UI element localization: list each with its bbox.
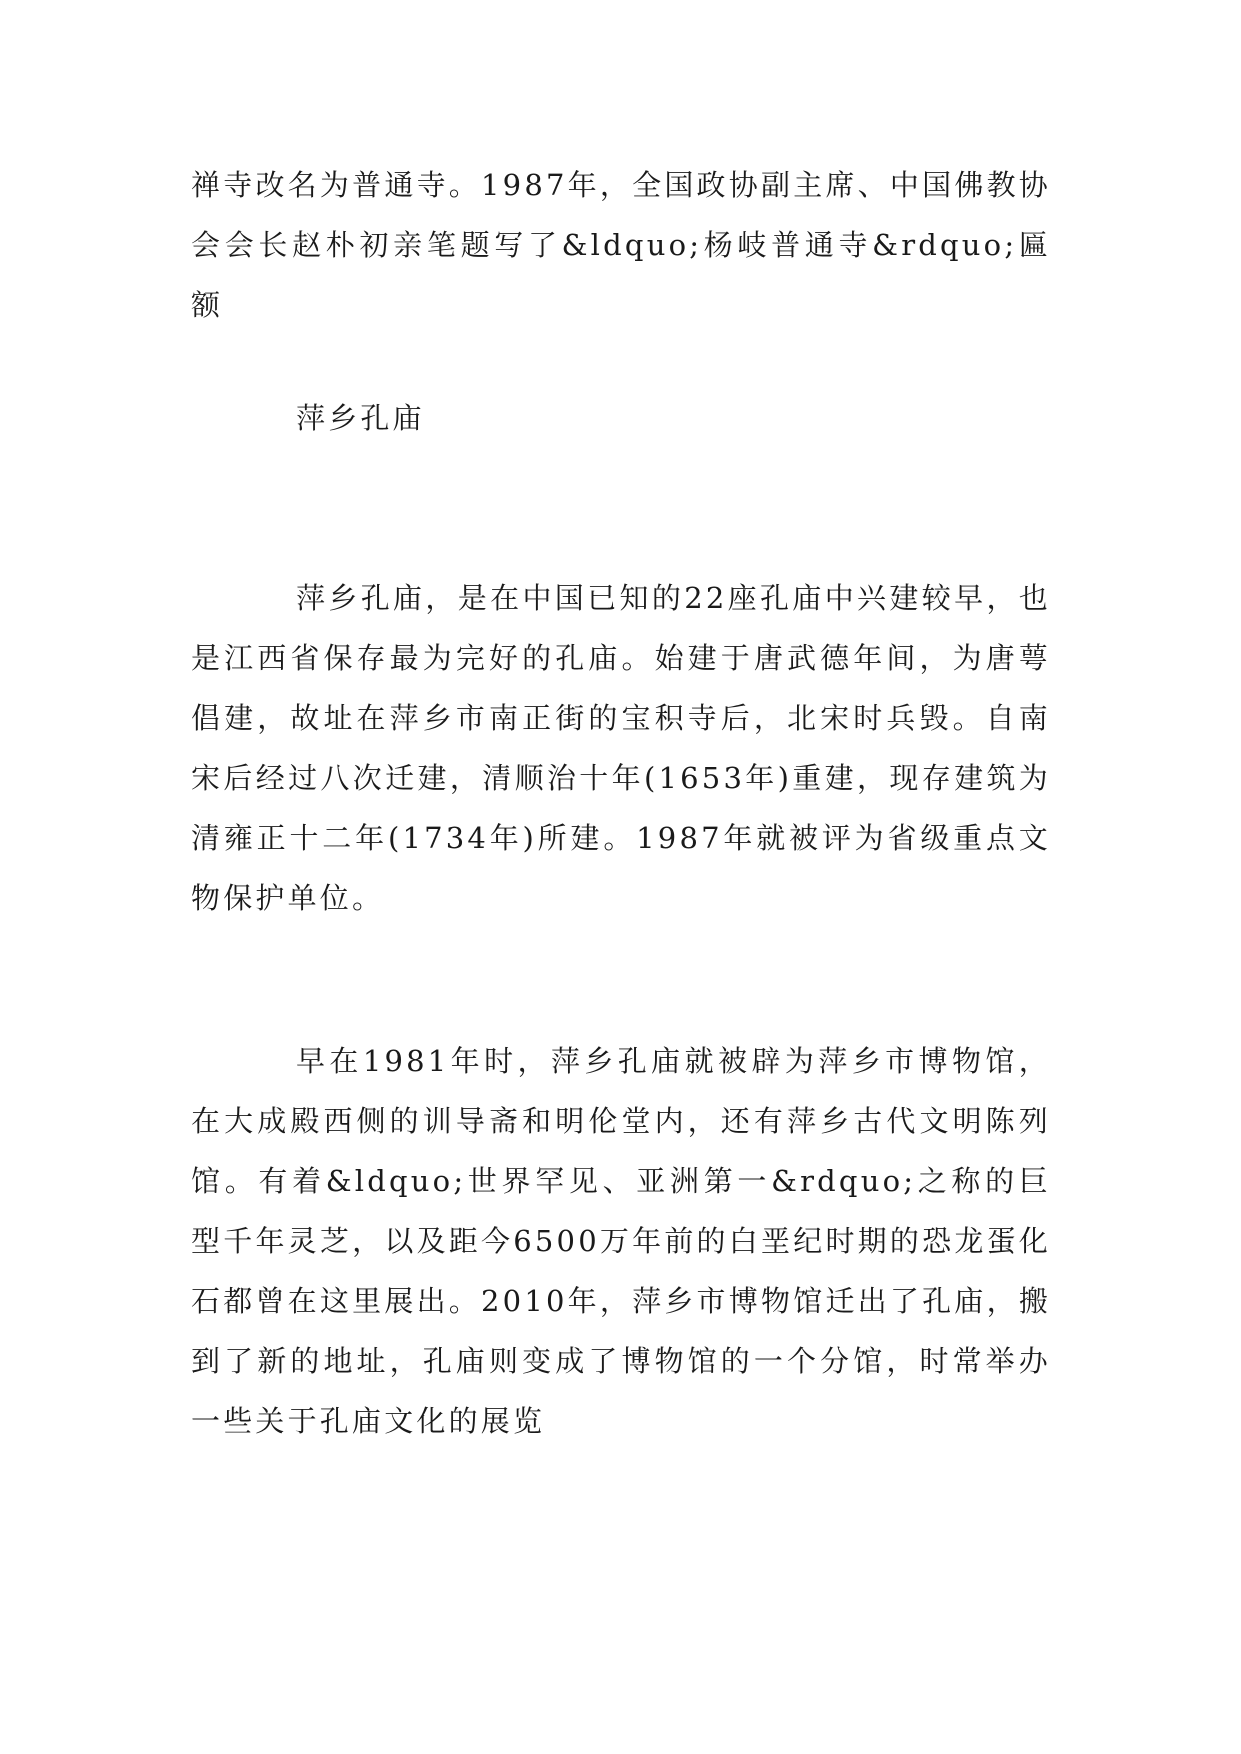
section-heading: 萍乡孔庙 bbox=[296, 401, 425, 435]
paragraph-temple-renaming: 禅寺改名为普通寺。1987年，全国政协副主席、中国佛教协会会长赵朴初亲笔题写了&ldquo;杨岐普通寺&rdquo;匾额 bbox=[191, 168, 1051, 322]
paragraph-museum-history: 早在1981年时，萍乡孔庙就被辟为萍乡市博物馆，在大成殿西侧的训导斋和明伦堂内，还有萍乡古代文明陈列馆。有着&ldquo;世界罕见、亚洲第一&rdquo;之称的巨型千年灵芝，以及距今6500万年前的白垩纪时期的恐龙蛋化石都曾在这里展出。2010年，萍乡市博物馆迁出了孔庙，搬到了新的地址，孔庙则变成了博物馆的一个分馆，时常举办一些关于孔庙文化的展览 bbox=[191, 1044, 1051, 1438]
paragraph-confucius-temple-history: 萍乡孔庙，是在中国已知的22座孔庙中兴建较早，也是江西省保存最为完好的孔庙。始建于唐武德年间，为唐萼倡建，故址在萍乡市南正街的宝积寺后，北宋时兵毁。自南宋后经过八次迁建，清顺治十年(1653年)重建，现存建筑为清雍正十二年(1734年)所建。1987年就被评为省级重点文物保护单位。 bbox=[191, 581, 1051, 915]
